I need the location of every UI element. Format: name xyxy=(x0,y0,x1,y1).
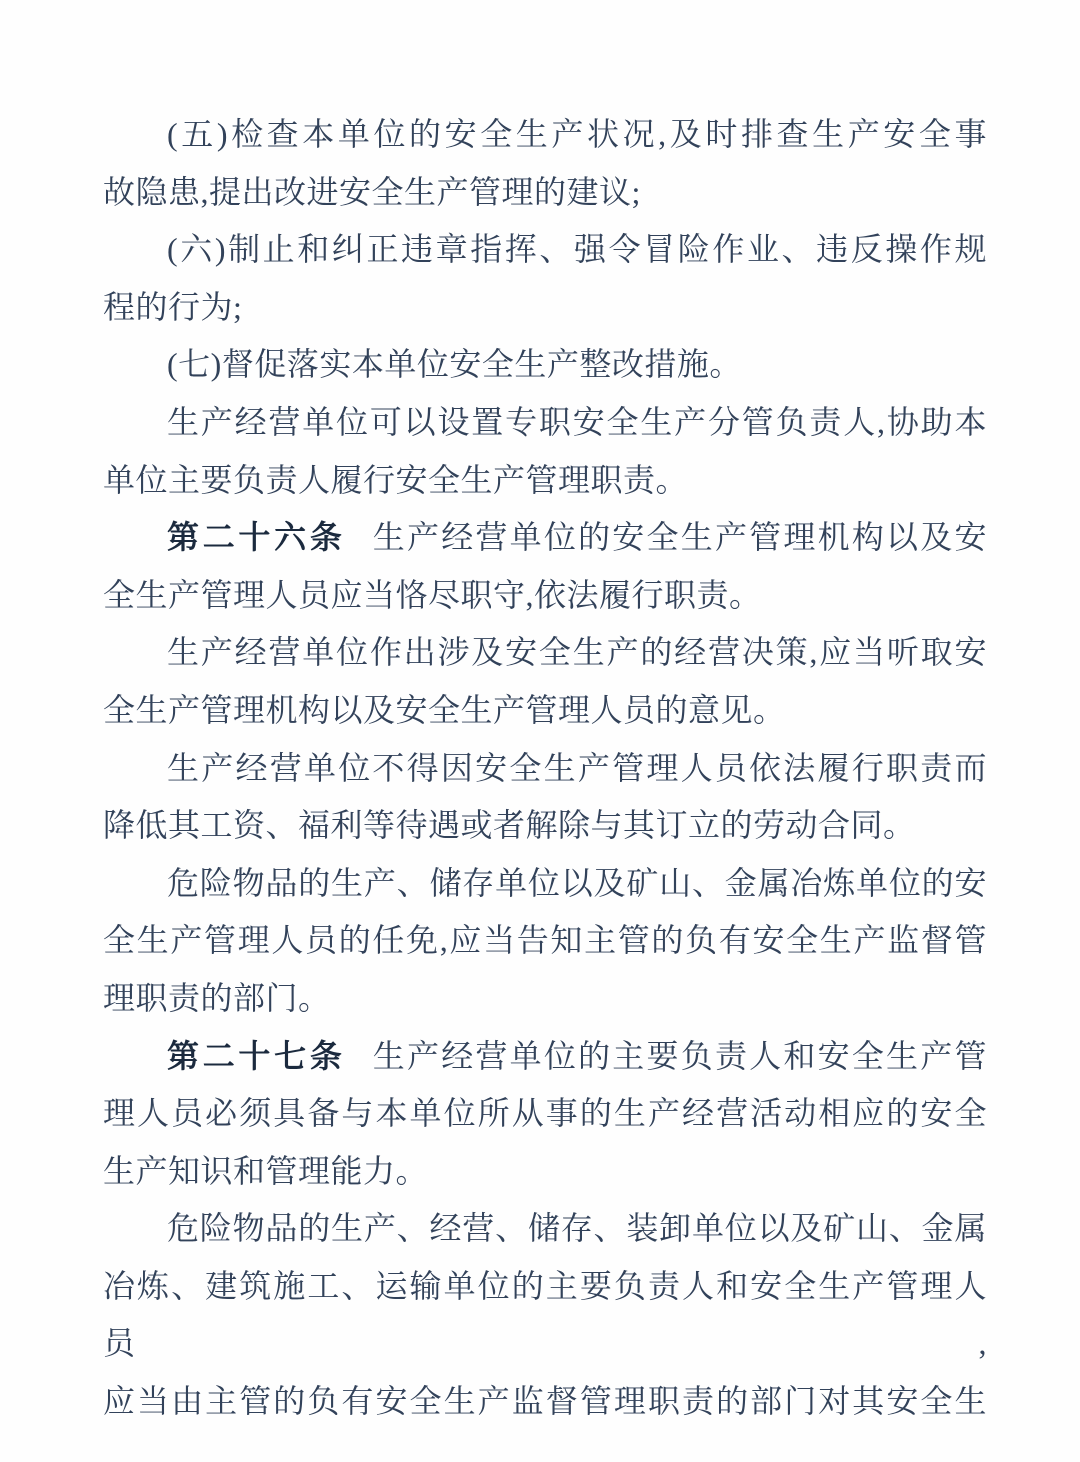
paragraph xyxy=(103,855,987,1028)
line-text: 生产经营单位的安全生产管理机构以及安 xyxy=(372,519,987,556)
text-line xyxy=(103,336,987,394)
text-line xyxy=(103,740,987,798)
line-text: (六)制止和纠正违章指挥、强令冒险作业、违反操作规 xyxy=(167,231,987,268)
line-text: 应当由主管的负有安全生产监督管理职责的部门对其安全生 xyxy=(103,1383,987,1420)
text-line xyxy=(103,912,987,970)
text-line xyxy=(103,1143,987,1201)
text-line xyxy=(103,970,987,1028)
text-line xyxy=(103,221,987,279)
line-text: 生产经营单位不得因安全生产管理人员依法履行职责而 xyxy=(167,749,987,786)
paragraph xyxy=(103,221,987,336)
document-content xyxy=(103,106,987,1431)
line-text: 理人员必须具备与本单位所从事的生产经营活动相应的安全 xyxy=(103,1095,987,1132)
paragraph xyxy=(103,740,987,855)
text-line xyxy=(103,797,987,855)
text-line xyxy=(103,452,987,510)
text-line xyxy=(103,567,987,625)
paragraph xyxy=(103,509,987,624)
line-text: (五)检查本单位的安全生产状况,及时排查生产安全事 xyxy=(167,116,987,152)
line-text: 生产知识和管理能力。 xyxy=(103,1152,429,1189)
line-text: 危险物品的生产、经营、储存、装卸单位以及矿山、金属 xyxy=(167,1210,987,1247)
article-number: 第二十七条 xyxy=(167,1037,346,1074)
line-text: (七)督促落实本单位安全生产整改措施。 xyxy=(167,346,742,383)
line-text: 生产经营单位的主要负责人和安全生产管 xyxy=(372,1037,987,1074)
text-line xyxy=(103,1373,987,1431)
line-text: 生产经营单位作出涉及安全生产的经营决策,应当听取安 xyxy=(167,634,987,671)
text-line xyxy=(103,509,987,567)
text-line xyxy=(103,1200,987,1258)
text-line xyxy=(103,106,987,164)
text-line xyxy=(103,279,987,337)
text-line xyxy=(103,682,987,740)
text-line xyxy=(103,1085,987,1143)
text-line xyxy=(103,164,987,222)
line-text: 危险物品的生产、储存单位以及矿山、金属冶炼单位的安 xyxy=(167,864,987,901)
paragraph xyxy=(103,1200,987,1430)
line-text: 全生产管理机构以及安全生产管理人员的意见。 xyxy=(103,691,786,728)
paragraph xyxy=(103,624,987,739)
line-text: 降低其工资、福利等待遇或者解除与其订立的劳动合同。 xyxy=(103,807,916,844)
paragraph xyxy=(103,336,987,394)
paragraph xyxy=(103,1028,987,1201)
line-text: 故隐患,提出改进安全生产管理的建议; xyxy=(103,173,641,210)
line-text: 生产经营单位可以设置专职安全生产分管负责人,协助本 xyxy=(167,403,987,440)
text-line xyxy=(103,1028,987,1086)
line-text: 单位主要负责人履行安全生产管理职责。 xyxy=(103,461,689,498)
paragraph xyxy=(103,394,987,509)
line-text: 理职责的部门。 xyxy=(103,979,331,1016)
line-text: 全生产管理人员应当恪尽职守,依法履行职责。 xyxy=(103,576,762,613)
article-number: 第二十六条 xyxy=(167,519,346,556)
text-line xyxy=(103,394,987,452)
paragraph xyxy=(103,106,987,221)
text-line xyxy=(103,855,987,913)
text-line xyxy=(103,624,987,682)
text-line xyxy=(103,1258,987,1373)
line-text: 冶炼、建筑施工、运输单位的主要负责人和安全生产管理人员, xyxy=(103,1267,987,1362)
line-text: 程的行为; xyxy=(103,288,243,325)
line-text: 全生产管理人员的任免,应当告知主管的负有安全生产监督管 xyxy=(103,922,987,959)
